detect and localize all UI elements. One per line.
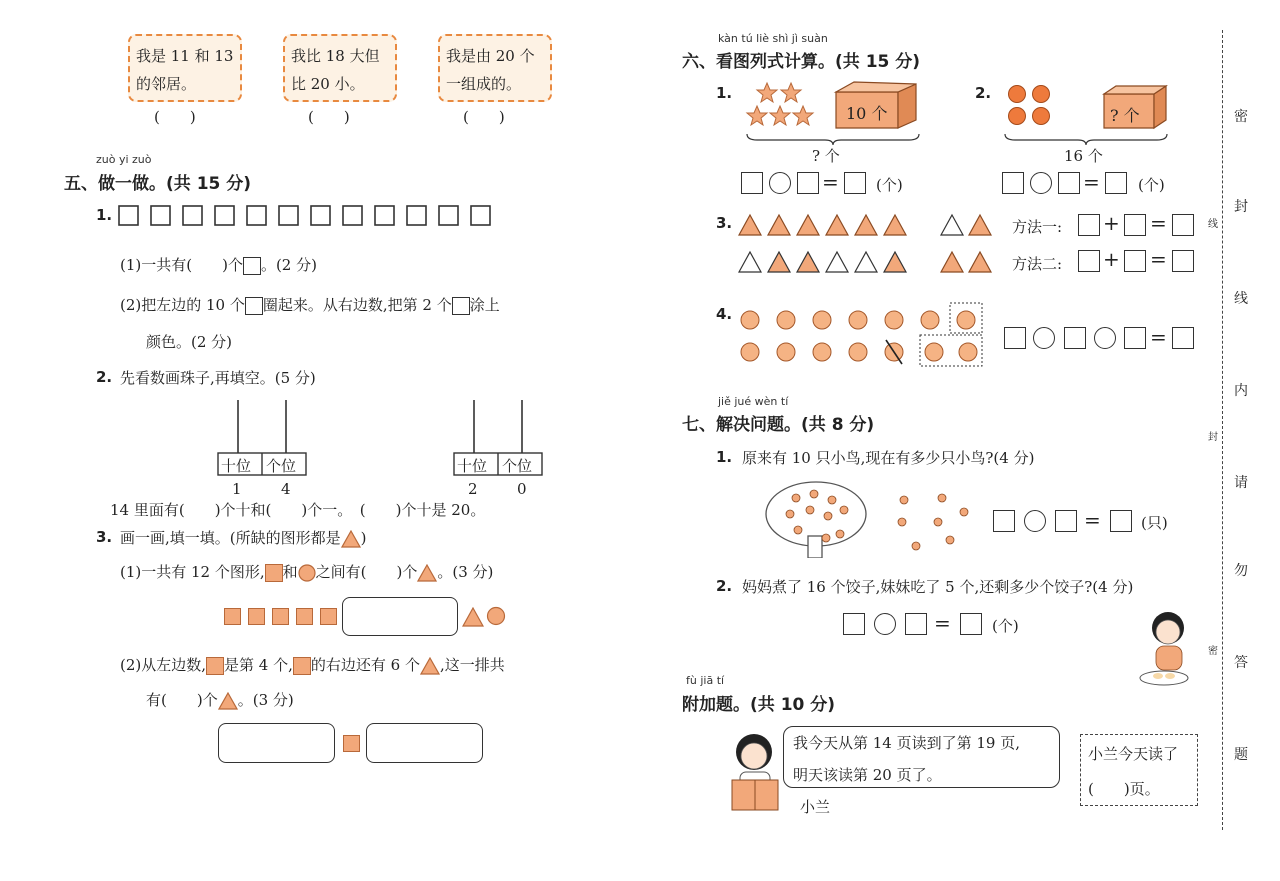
star-icon [747, 106, 767, 125]
q3-part2-text: 是第 4 个, [224, 656, 293, 674]
bird-icon [822, 534, 830, 542]
peach-icon [813, 311, 831, 329]
abacus-ones-label: 个位 [502, 457, 533, 475]
q3-part2-text: 的右边还有 6 个 [310, 656, 420, 674]
answer-box[interactable] [1078, 214, 1100, 236]
answer-box[interactable] [843, 613, 865, 635]
section-pinyin: jiě jué wèn tí [718, 395, 789, 408]
q1-part2-text: 涂上 [469, 296, 500, 314]
circle-icon [486, 606, 506, 626]
binding-small-char: 密 [1208, 646, 1218, 657]
answer-box[interactable] [1124, 327, 1146, 349]
abacus-ones-value: 0 [517, 480, 527, 498]
question-number: 2. [716, 577, 733, 595]
orange-square [224, 608, 241, 625]
orange-icon [1033, 108, 1050, 125]
answer-paren[interactable]: ( ) [154, 108, 196, 126]
brace-icon [1003, 132, 1169, 146]
q3-text-end: ) [360, 529, 367, 547]
abacus-tens-label: 十位 [221, 457, 252, 475]
triangle-icon [884, 215, 906, 235]
triangle-icon [797, 252, 819, 272]
square-icon [245, 297, 263, 315]
bird-icon [836, 530, 844, 538]
answer-text-2[interactable]: ( )页。 [1088, 780, 1160, 798]
abacus-tens-value: 1 [232, 480, 242, 498]
bird-icon [824, 512, 832, 520]
bird-icon [934, 518, 942, 526]
section-title-7: 七、解决问题。(共 8 分) [682, 415, 875, 435]
binding-small-char: 线 [1208, 219, 1218, 230]
girl-illustration [1138, 608, 1202, 690]
section-pinyin: fù jiā tí [686, 674, 725, 687]
q3-part2-text: ,这一排共 [439, 656, 505, 674]
triangle-row-2 [738, 250, 918, 274]
q7-2-text: 妈妈煮了 16 个饺子,妹妹吃了 5 个,还剩多少个饺子?(4 分) [742, 578, 1134, 596]
question-number: 2. [96, 368, 113, 386]
q3-text-main: 画一画,填一填。(所缺的图形都是 [120, 529, 341, 547]
orange-square [296, 608, 313, 625]
square-shape [343, 206, 362, 225]
answer-text-1: 小兰今天读了 [1088, 745, 1179, 763]
equals-sign: = [822, 170, 839, 194]
unit-label: (个) [1138, 176, 1165, 194]
square-shape [407, 206, 426, 225]
bird-icon [792, 494, 800, 502]
q3-part2-cont [146, 689, 294, 710]
binding-char: 内 [1234, 383, 1248, 399]
clue-text: 的邻居。 [136, 75, 197, 93]
q1-part1-text: (1)一共有( )个 [120, 256, 243, 274]
operator-circle[interactable] [874, 613, 896, 635]
section-title-5: 五、做一做。(共 15 分) [64, 174, 252, 194]
peach-icon [885, 311, 903, 329]
square-icon [452, 297, 470, 315]
plus-sign: + [1103, 211, 1120, 235]
binding-char: 线 [1234, 291, 1248, 307]
square-icon [243, 257, 261, 275]
clue-card-1 [128, 34, 242, 102]
star-icon [770, 106, 790, 125]
triangle-icon [739, 215, 761, 235]
method-2-label: 方法二: [1012, 255, 1063, 273]
orange-icon [1033, 86, 1050, 103]
operator-circle[interactable] [1033, 327, 1055, 349]
operator-circle[interactable] [1024, 510, 1046, 532]
triangle-icon [417, 564, 437, 582]
flying-birds [892, 490, 972, 554]
square-shape [311, 206, 330, 225]
box-label: 10 个 [846, 104, 888, 123]
question-number: 1. [716, 84, 733, 102]
answer-box[interactable] [1064, 327, 1086, 349]
bird-icon [900, 496, 908, 504]
square-shape [471, 206, 490, 225]
bird-icon [794, 526, 802, 534]
square-shape [375, 206, 394, 225]
fruit-grid [734, 302, 986, 368]
operator-circle[interactable] [1030, 172, 1052, 194]
square-shape [247, 206, 266, 225]
q3-part1 [120, 561, 493, 582]
drawing-box[interactable] [218, 723, 335, 763]
orange-group [1005, 82, 1055, 128]
drawing-box[interactable] [342, 597, 458, 636]
star-group [745, 80, 817, 130]
square-shape [119, 206, 138, 225]
bird-icon [810, 490, 818, 498]
triangle-icon [969, 215, 991, 235]
triangle-icon [941, 215, 963, 235]
answer-box[interactable] [905, 613, 927, 635]
q1-part2-text: (2)把左边的 10 个 [120, 296, 245, 314]
triangle-icon [768, 252, 790, 272]
q3-part1-text: 和 [282, 563, 298, 581]
question-number: 1. [96, 206, 113, 224]
abacus-ones-value: 4 [281, 480, 291, 498]
bird-icon [840, 506, 848, 514]
q1-part2-text: 圈起来。从右边数,把第 2 个 [262, 296, 452, 314]
q3-part2-text: 。(3 分) [237, 691, 294, 709]
speech-line-2: 明天该读第 20 页了。 [793, 766, 942, 784]
clue-text: 比 20 小。 [291, 75, 365, 93]
bird-icon [828, 496, 836, 504]
square-shape [215, 206, 234, 225]
bird-icon [912, 542, 920, 550]
bird-icon [786, 510, 794, 518]
binding-line [1222, 30, 1223, 830]
question-number: 2. [975, 84, 992, 102]
square-row-svg [118, 204, 498, 228]
answer-box[interactable] [1078, 250, 1100, 272]
abacus-tens-label: 十位 [457, 457, 488, 475]
clue-card-2 [283, 34, 397, 102]
answer-box[interactable] [960, 613, 982, 635]
peach-icon [813, 343, 831, 361]
orange-square [272, 608, 289, 625]
answer-paren[interactable]: ( ) [463, 108, 505, 126]
triangle-icon [218, 692, 238, 710]
orange-square-icon [293, 657, 311, 675]
section-pinyin: kàn tú liè shì jì suàn [718, 32, 828, 45]
equals-sign: = [934, 611, 951, 635]
answer-box[interactable] [1124, 250, 1146, 272]
peach-icon [777, 343, 795, 361]
square-shape [279, 206, 298, 225]
answer-box[interactable] [797, 172, 819, 194]
clue-text: 我是由 20 个 [446, 47, 535, 65]
question-number: 1. [716, 448, 733, 466]
orange-icon [1009, 86, 1026, 103]
binding-small-char: 封 [1208, 432, 1218, 443]
square-shape [439, 206, 458, 225]
clue-card-3 [438, 34, 552, 102]
orange-square [343, 735, 360, 752]
triangle-pair-1 [940, 213, 994, 237]
square-shape [183, 206, 202, 225]
triangle-icon [797, 215, 819, 235]
answer-box[interactable] [844, 172, 866, 194]
answer-box[interactable] [1172, 214, 1194, 236]
triangle-icon [941, 252, 963, 272]
q2-text: 先看数画珠子,再填空。(5 分) [120, 369, 316, 387]
q2-fill-blanks: 14 里面有( )个十和( )个一。 ( )个十是 20。 [110, 501, 486, 519]
triangle-icon [739, 252, 761, 272]
q1-part2-cont: 颜色。(2 分) [146, 333, 233, 351]
binding-char: 请 [1234, 475, 1248, 491]
square-row [118, 204, 498, 232]
operator-circle[interactable] [769, 172, 791, 194]
abacus-ones-label: 个位 [266, 457, 297, 475]
clue-text: 我是 11 和 13 [136, 47, 234, 65]
section-title-6: 六、看图列式计算。(共 15 分) [682, 52, 921, 72]
clue-text: 我比 18 大但 [291, 47, 380, 65]
triangle-icon [884, 252, 906, 272]
answer-paren[interactable]: ( ) [308, 108, 350, 126]
answer-box[interactable] [1055, 510, 1077, 532]
character-name: 小兰 [800, 798, 831, 816]
section-title-bonus: 附加题。(共 10 分) [682, 695, 836, 715]
q3-part2-text: (2)从左边数, [120, 656, 207, 674]
answer-box[interactable] [993, 510, 1015, 532]
binding-char: 答 [1234, 655, 1248, 671]
q7-1-text: 原来有 10 只小鸟,现在有多少只小鸟?(4 分) [742, 449, 1035, 467]
bird-icon [898, 518, 906, 526]
box-label: ? 个 [1110, 106, 1140, 125]
peach-icon [957, 311, 975, 329]
peach-icon [849, 343, 867, 361]
question-number: 4. [716, 305, 733, 323]
operator-circle[interactable] [1094, 327, 1116, 349]
answer-box[interactable] [1172, 250, 1194, 272]
peach-icon [959, 343, 977, 361]
answer-box[interactable] [1124, 214, 1146, 236]
equals-sign: = [1084, 508, 1101, 532]
brace-label: ? 个 [812, 147, 840, 165]
question-number: 3. [716, 214, 733, 232]
q3-part1-text: 之间有( )个 [315, 563, 418, 581]
triangle-icon [768, 215, 790, 235]
q3-part2-text: 有( )个 [146, 691, 218, 709]
q3-part2 [120, 654, 505, 675]
clue-text: 一组成的。 [446, 75, 522, 93]
q1-part2 [120, 294, 500, 315]
triangle-icon [826, 215, 848, 235]
q1-part1-end: 。(2 分) [260, 256, 317, 274]
peach-icon [921, 311, 939, 329]
answer-box[interactable] [1058, 172, 1080, 194]
triangle-icon [826, 252, 848, 272]
binding-char: 封 [1234, 199, 1248, 215]
answer-box[interactable] [741, 172, 763, 194]
equals-sign: = [1150, 325, 1167, 349]
answer-box[interactable] [1110, 510, 1132, 532]
orange-square [248, 608, 265, 625]
peach-icon [849, 311, 867, 329]
bird-icon [960, 508, 968, 516]
bird-icon [806, 506, 814, 514]
peach-icon [777, 311, 795, 329]
brace-label: 16 个 [1064, 147, 1103, 165]
triangle-row-1 [738, 213, 918, 237]
answer-box[interactable] [1172, 327, 1194, 349]
binding-char: 勿 [1234, 563, 1248, 579]
answer-box[interactable] [1105, 172, 1127, 194]
answer-box[interactable] [1004, 327, 1026, 349]
unit-label: (个) [992, 617, 1019, 635]
triangle-icon [855, 252, 877, 272]
triangle-pair-2 [940, 250, 994, 274]
question-number: 3. [96, 528, 113, 546]
bird-icon [938, 494, 946, 502]
q3-text [120, 527, 366, 548]
q3-part1-text: (1)一共有 12 个图形, [120, 563, 265, 581]
orange-square [320, 608, 337, 625]
peach-icon [925, 343, 943, 361]
speech-line-1: 我今天从第 14 页读到了第 19 页, [793, 734, 1021, 752]
triangle-icon [969, 252, 991, 272]
star-icon [793, 106, 813, 125]
equals-sign: = [1150, 211, 1167, 235]
section-pinyin: zuò yi zuò [96, 153, 152, 166]
binding-char: 题 [1234, 747, 1248, 763]
q3-part1-text: 。(3 分) [437, 563, 494, 581]
star-icon [757, 83, 777, 102]
orange-square-icon [206, 657, 224, 675]
binding-char: 密 [1234, 109, 1248, 125]
triangle-icon [855, 215, 877, 235]
orange-icon [1009, 108, 1026, 125]
circle-icon [298, 564, 316, 582]
method-1-label: 方法一: [1012, 218, 1063, 236]
unit-label: (只) [1141, 514, 1168, 532]
orange-square-icon [265, 564, 283, 582]
peach-icon [741, 343, 759, 361]
triangle-icon [341, 530, 361, 548]
tree-with-birds [762, 478, 870, 558]
equals-sign: = [1150, 247, 1167, 271]
triangle-icon [420, 657, 440, 675]
abacus-tens-value: 2 [468, 480, 478, 498]
star-icon [781, 83, 801, 102]
plus-sign: + [1103, 247, 1120, 271]
brace-icon [745, 132, 921, 146]
square-shape [151, 206, 170, 225]
unit-label: (个) [876, 176, 903, 194]
triangle-icon [462, 607, 484, 627]
equals-sign: = [1083, 170, 1100, 194]
answer-box[interactable] [1002, 172, 1024, 194]
q1-part1 [120, 254, 317, 275]
bird-icon [946, 536, 954, 544]
reading-girl-illustration [724, 728, 786, 818]
peach-icon [741, 311, 759, 329]
drawing-box[interactable] [366, 723, 483, 763]
